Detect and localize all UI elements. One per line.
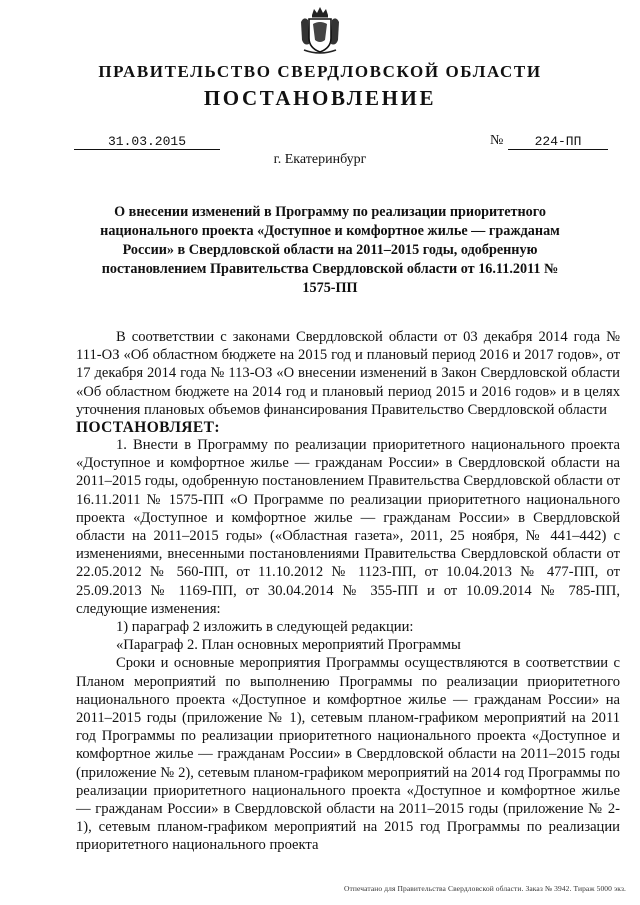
document-type: ПОСТАНОВЛЕНИЕ: [203, 86, 437, 110]
number-label: №: [490, 133, 504, 148]
city: г. Екатеринбург: [273, 152, 367, 167]
sub-item-1-paragraph: 1) параграф 2 изложить в следующей редакции:: [116, 619, 414, 636]
coat-of-arms-icon: [298, 6, 342, 56]
paragraph-2-title: «Параграф 2. План основных мероприятий Программы: [116, 637, 461, 654]
resolves-heading: ПОСТАНОВЛЯЕТ:: [76, 419, 220, 437]
paragraph-2-text: Сроки и основные мероприятия Программы осуществляются в соответствии с Планом мероприятий по выполнению Программы по реализации приоритетного национального проекта «Доступное и комфортное жилье — гражданам России» на 2011–2015 годы (приложение № 1), сетевым планом-графиком мероприятий на 2011 год Программы по реализации приоритетного национального проекта «Доступное и комфортное жилье — гражданам России» в Свердловской области на 2011–2015 годы (приложение № 2), сетевым планом-графиком мероприятий на 2014 год Программы по реализации приоритетного национального проекта «Доступное и комфортное жилье — гражданам России» в Свердловской области на 2011–2015 годы (приложение № 2-1), сетевым планом-графиком мероприятий на 2015 год Программы по реализации приоритетного национального проекта: [76, 655, 620, 854]
government-title: ПРАВИТЕЛЬСТВО СВЕРДЛОВСКОЙ ОБЛАСТИ: [98, 62, 542, 81]
decree-date: 31.03.2015: [74, 134, 220, 150]
decree-body: [76, 328, 620, 855]
preamble-paragraph: В соответствии с законами Свердловской области от 03 декабря 2014 года № 111-ОЗ «Об областном бюджете на 2015 год и плановый период 2016 и 2017 годов», от 17 декабря 2014 года № 113-ОЗ «О внесении изменений в Закон Свердловской области «Об областном бюджете на 2014 год и плановый период 2015 и 2016 годов» и в целях уточнения плановых объемов финансирования Правительство Свердловской области: [76, 329, 620, 418]
decree-subject: О внесении изменений в Программу по реализации приоритетного национального проекта «Доступное и комфортное жилье — гражданам России» в Свердловской области на 2011–2015 годы, одобренную постановлением Правительства Свердловской области от 16.11.2011 № 1575-ПП: [100, 204, 560, 296]
print-footer: Отпечатано для Правительства Свердловской области. Заказ № 3942. Тираж 5000 экз.: [344, 884, 626, 893]
decree-number: 224-ПП: [508, 134, 608, 150]
item-1-paragraph: 1. Внести в Программу по реализации приоритетного национального проекта «Доступное и комфортное жилье — гражданам России» в Свердловской области на 2011–2015 годы, одобренную постановлением Правительства Свердловской области от 16.11.2011 № 1575-ПП «О Программе по реализации приоритетного национального проекта «Доступное и комфортное жилье — гражданам России» в Свердловской области на 2011–2015 годы» («Областная газета», 2011, 25 ноября, № 441–442) с изменениями, внесенными постановлениями Правительства Свердловской области от 22.05.2012 № 560-ПП, от 11.10.2012 № 1123-ПП, от 10.04.2013 № 477-ПП, от 25.09.2013 № 1169-ПП, от 30.04.2014 № 355-ПП и от 10.09.2014 № 785-ПП, следующие изменения:: [76, 437, 620, 617]
